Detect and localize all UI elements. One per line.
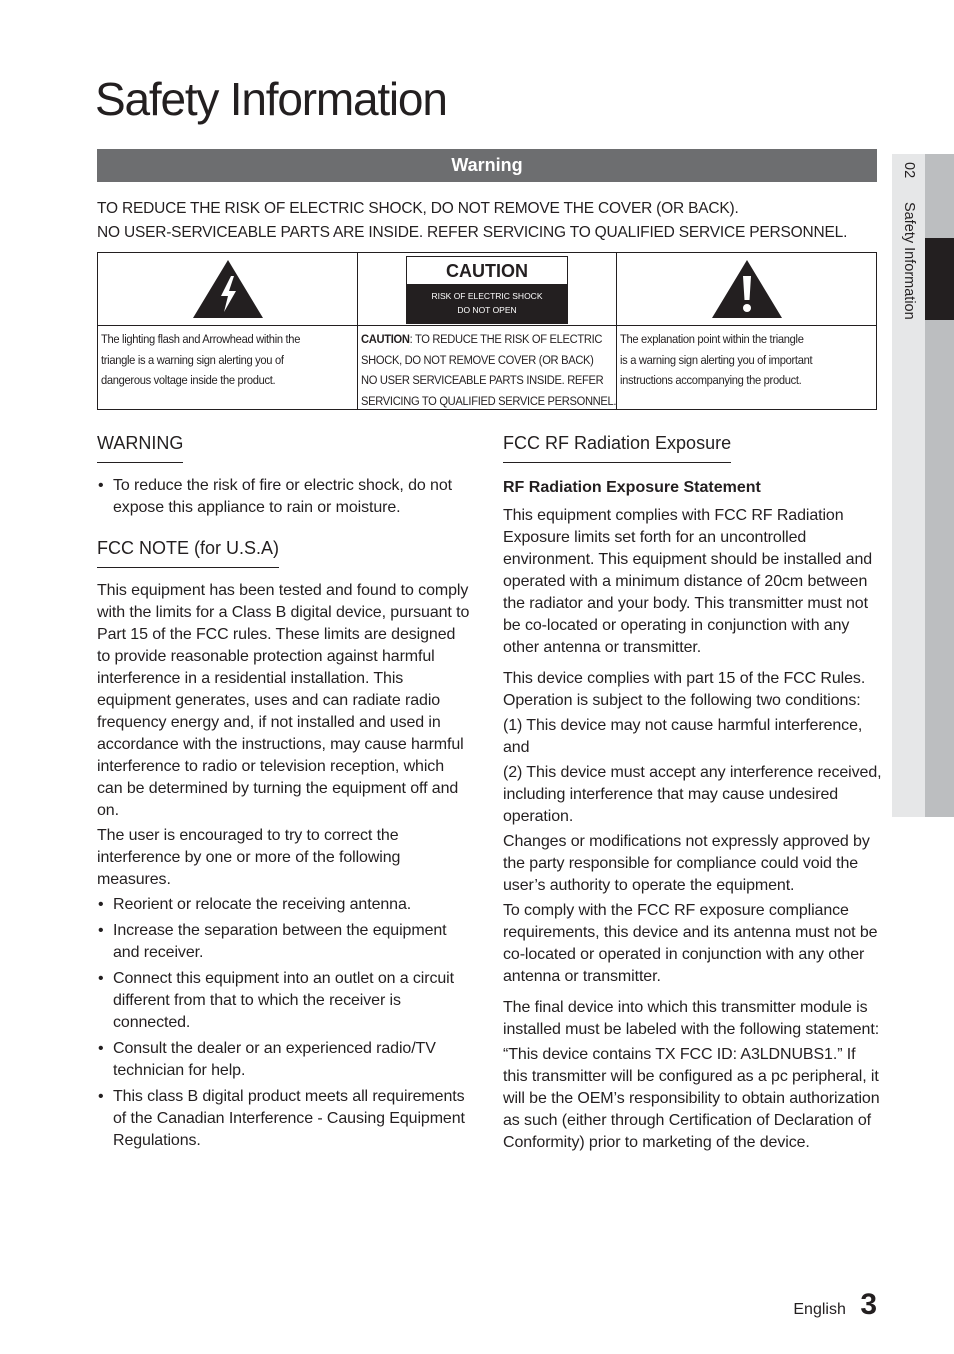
fcc-measures-list — [97, 894, 472, 1152]
caution-label — [406, 256, 568, 324]
labeling-paragraph: The final device into which this transmitter module is installed must be labeled with the following statement: — [503, 999, 880, 1038]
condition-1: (1) This device may not cause harmful interference, and — [503, 717, 863, 756]
caution-bold-label: CAUTION — [361, 332, 410, 346]
footer-language: English — [793, 1301, 846, 1318]
chapter-title: Safety Information — [901, 202, 917, 320]
caution-description: CAUTION: TO REDUCE THE RISK OF ELECTRIC SHOCK, DO NOT REMOVE COVER (OR BACK) NO USER SERVICEABLE PARTS INSIDE. REFER SERVICING TO QUALIFIED SERVICE PERSONNEL. — [361, 332, 617, 408]
page-title: Safety Information — [95, 73, 447, 125]
part15-paragraph: This device complies with part 15 of the FCC Rules. Operation is subject to the following two conditions: — [503, 670, 866, 709]
fcc-note-heading: FCC NOTE (for U.S.A) — [97, 535, 279, 568]
lightning-triangle-icon — [191, 258, 265, 320]
list-item: • To reduce the risk of fire or electric shock, do not expose this appliance to rain or moisture. — [97, 475, 472, 519]
right-column — [503, 430, 883, 1154]
page-number: 3 — [860, 1288, 877, 1321]
exclamation-symbol-cell — [617, 253, 876, 409]
warning-banner: Warning — [97, 149, 877, 182]
page-footer — [793, 1288, 877, 1322]
list-item: • Connect this equipment into an outlet on a circuit different from that to which the receiver is connected. — [97, 968, 472, 1034]
chapter-indicator — [925, 238, 954, 320]
fcc-note-measures-intro: The user is encouraged to try to correct the interference by one or more of the following measures. — [97, 827, 401, 888]
chapter-number: 02 — [901, 162, 917, 179]
modifications-paragraph: Changes or modifications not expressly approved by the party responsible for compliance could void the user’s authority to operate the equipment. — [503, 833, 870, 894]
caution-label-title: CAUTION — [446, 261, 528, 281]
warning-bullet-list — [97, 475, 472, 519]
intro-warning-text — [97, 197, 887, 245]
list-item: • Reorient or relocate the receiving antenna. — [97, 894, 472, 916]
chapter-side-tab — [892, 154, 954, 817]
rf-exposure-statement-heading: RF Radiation Exposure Statement — [503, 479, 761, 496]
fcc-rf-heading: FCC RF Radiation Exposure — [503, 430, 731, 463]
list-item: • Increase the separation between the equipment and receiver. — [97, 920, 472, 964]
fcc-note-paragraph: This equipment has been tested and found to comply with the limits for a Class B digital device, pursuant to Part 15 of the FCC rules. These limits are designed to provide reasonable protection against harmful interference in a residential installation. This equipment generates, uses and can radiate radio frequency energy and, if not installed and used in accordance with the instructions, may cause harmful interference to radio or television reception, which can be determined by turning the equipment off and on. — [97, 582, 470, 819]
warning-heading: WARNING — [97, 430, 183, 463]
lightning-symbol-cell — [98, 253, 358, 409]
intro-line-2: NO USER-SERVICEABLE PARTS ARE INSIDE. REFER SERVICING TO QUALIFIED SERVICE PERSONNEL. — [97, 224, 848, 241]
caution-label-cell — [358, 253, 617, 409]
condition-2: (2) This device must accept any interference received, including interference that may cause undesired operation. — [503, 764, 882, 825]
list-item: • Consult the dealer or an experienced radio/TV technician for help. — [97, 1038, 472, 1082]
exclamation-triangle-icon — [710, 258, 784, 320]
exclamation-symbol-description: The explanation point within the triangle is a warning sign alerting you of important instructions accompanying the product. — [620, 332, 813, 387]
compliance-paragraph: To comply with the FCC RF exposure compliance requirements, this device and its antenna must not be co-located or operated in conjunction with any other antenna or transmitter. — [503, 902, 878, 985]
safety-symbols-table — [97, 252, 877, 410]
rf-exposure-paragraph: This equipment complies with FCC RF Radiation Exposure limits set forth for an uncontrolled environment. This equipment should be installed and operated with a minimum distance of 20cm between the radiator and your body. This transmitter must not be co-located or operating in conjunction with any other antenna or transmitter. — [503, 507, 873, 656]
caution-label-body: RISK OF ELECTRIC SHOCK DO NOT OPEN — [407, 284, 567, 323]
list-item: • This class B digital product meets all requirements of the Canadian Interference - Causing Equipment Regulations. — [97, 1086, 472, 1152]
fcc-id-paragraph: “This device contains TX FCC ID: A3LDNUBS1.” If this transmitter will be configured as a pc peripheral, it will be the OEM’s responsibility to obtain authorization as such (either through Certification of Declaration of Conformity) prior to marketing of the device. — [503, 1046, 880, 1151]
lightning-symbol-description: The lighting flash and Arrowhead within the triangle is a warning sign alerting you of dangerous voltage inside the product. — [101, 332, 301, 387]
left-column — [97, 430, 472, 1156]
intro-line-1: TO REDUCE THE RISK OF ELECTRIC SHOCK, DO NOT REMOVE THE COVER (OR BACK). — [97, 200, 739, 217]
